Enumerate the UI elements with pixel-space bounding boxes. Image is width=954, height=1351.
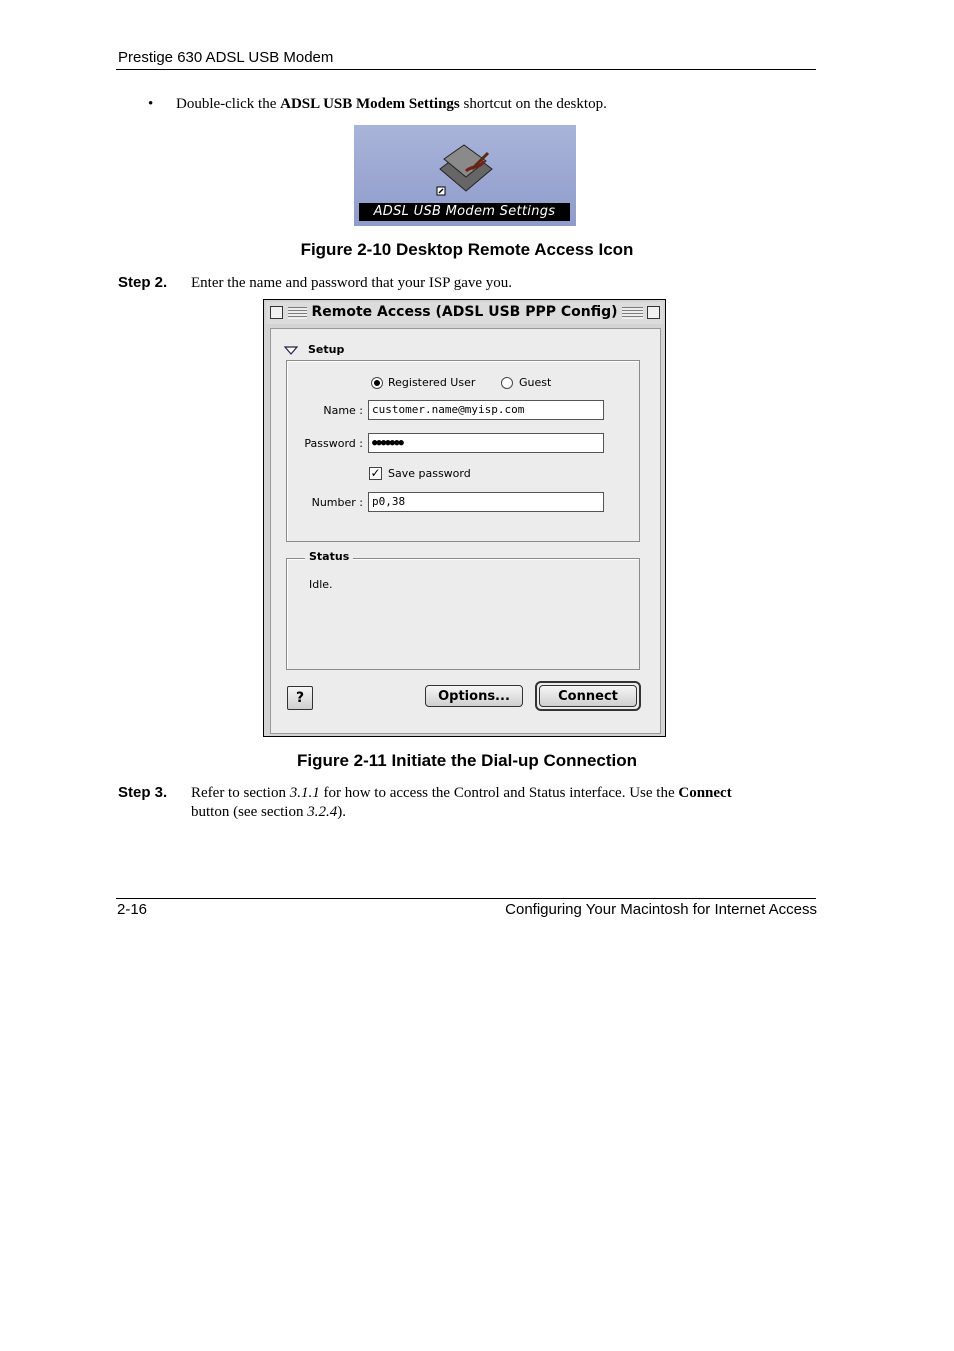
section-ref-3-1-1: 3.1.1 xyxy=(289,785,320,801)
footer-rule xyxy=(116,898,816,899)
header-rule xyxy=(116,69,816,70)
remote-access-window xyxy=(263,299,666,737)
status-text: Idle. xyxy=(309,578,333,591)
section-ref-3-2-4: 3.2.4 xyxy=(307,804,338,820)
name-label: Name : xyxy=(323,404,363,417)
figure-10-caption: Figure 2-10 Desktop Remote Access Icon xyxy=(300,240,634,259)
step-3-text: Refer to section 3.1.1 for how to access the Control and Status interface. Use the Connect button (see section 3.2.4). xyxy=(191,785,732,820)
connect-button[interactable]: Connect xyxy=(539,685,637,707)
step-2-text: Enter the name and password that your ISP gave you. xyxy=(191,275,513,291)
figure-11-caption: Figure 2-11 Initiate the Dial-up Connection xyxy=(296,751,638,770)
disclosure-triangle-icon[interactable] xyxy=(284,346,298,356)
number-label: Number : xyxy=(311,496,363,509)
save-password-checkbox[interactable]: ✓ xyxy=(370,466,381,480)
desktop-screenshot xyxy=(354,125,576,226)
window-content xyxy=(270,328,661,734)
bullet-instruction: • Double-click the ADSL USB Modem Settings shortcut on the desktop. xyxy=(148,96,607,112)
modem-settings-icon[interactable] xyxy=(354,125,576,205)
registered-user-radio[interactable] xyxy=(371,377,383,389)
window-title: Remote Access (ADSL USB PPP Config) xyxy=(307,304,621,320)
shortcut-label[interactable]: ADSL USB Modem Settings xyxy=(359,203,570,221)
registered-user-label: Registered User xyxy=(388,376,476,389)
guest-label: Guest xyxy=(519,376,552,389)
status-group xyxy=(286,558,640,670)
title-bar[interactable] xyxy=(266,302,663,324)
footer-section-title: Configuring Your Macintosh for Internet Access xyxy=(505,901,817,918)
password-field[interactable]: ●●●●●●● xyxy=(368,433,604,453)
guest-radio[interactable] xyxy=(501,377,513,389)
running-header: Prestige 630 ADSL USB Modem xyxy=(118,49,334,66)
name-field[interactable]: customer.name@myisp.com xyxy=(368,400,604,420)
bullet-dot: • xyxy=(148,96,154,112)
page-number: 2-16 xyxy=(117,901,148,918)
save-password-label: Save password xyxy=(388,467,471,480)
bold-connect: Connect xyxy=(678,785,732,801)
bold-shortcut-name: ADSL USB Modem Settings xyxy=(280,96,460,112)
number-field[interactable]: p0,38 xyxy=(368,492,604,512)
step-3-label: Step 3. xyxy=(118,784,168,801)
setup-label: Setup xyxy=(308,343,345,356)
password-label: Password : xyxy=(304,437,363,450)
step-2-label: Step 2. xyxy=(118,274,168,291)
options-button[interactable]: Options... xyxy=(425,685,523,707)
status-label: Status xyxy=(305,550,353,563)
help-icon[interactable]: ? xyxy=(287,686,313,710)
